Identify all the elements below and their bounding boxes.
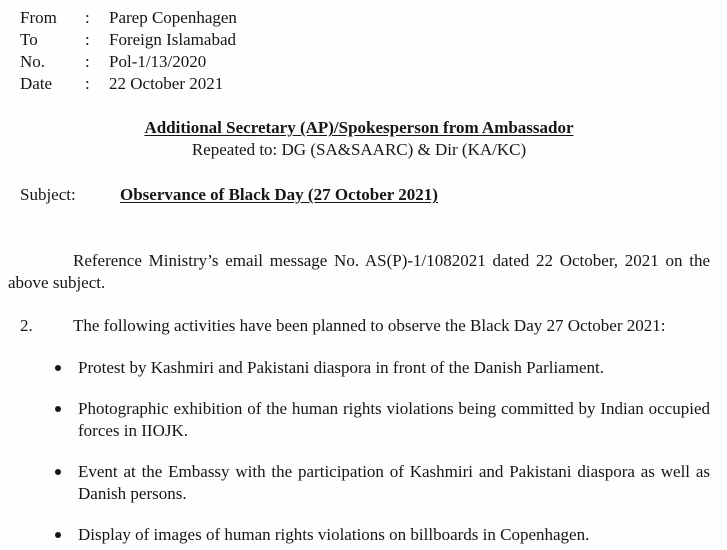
subject-row [20, 184, 710, 206]
paragraph-number: 2. [20, 316, 33, 335]
date-colon: : [85, 74, 90, 93]
bullet-icon [55, 469, 61, 475]
list-item [8, 398, 710, 442]
header-field-row-to [20, 29, 710, 51]
activities-bullet-list [8, 357, 710, 546]
header-field-row-date [20, 73, 710, 95]
bullet-icon [55, 365, 61, 371]
repeated-to-line: Repeated to: DG (SA&SAARC) & Dir (KA/KC) [191, 140, 527, 159]
addressee-line: Additional Secretary (AP)/Spokesperson from Ambassador [144, 118, 574, 137]
paragraph-text: The following activities have been planned to observe the Black Day 27 October 2021: [73, 316, 666, 335]
from-value: Parep Copenhagen [109, 8, 237, 27]
number-colon: : [85, 52, 90, 71]
header-field-row-number [20, 51, 710, 73]
list-item-text: Display of images of human rights violations on billboards in Copenhagen. [78, 525, 590, 544]
letter-header-block [20, 7, 710, 95]
reference-paragraph: Reference Ministry’s email message No. AS(P)-1/1082021 dated 22 October, 2021 on the above subject. [8, 251, 710, 292]
list-item-text: Protest by Kashmiri and Pakistani diaspora in front of the Danish Parliament. [78, 358, 604, 377]
number-label: No. [20, 52, 46, 71]
list-item [8, 357, 710, 379]
to-label: To [20, 30, 38, 49]
from-colon: : [85, 8, 90, 27]
bullet-icon [55, 532, 61, 538]
subject-label: Subject: [20, 185, 76, 204]
list-item-text: Photographic exhibition of the human rights violations being committed by Indian occupied forces in IIOJK. [78, 399, 710, 440]
list-item-text: Event at the Embassy with the participation of Kashmiri and Pakistani diaspora as well as Danish persons. [78, 462, 710, 503]
to-colon: : [85, 30, 90, 49]
from-label: From [20, 8, 57, 27]
numbered-paragraph [20, 315, 710, 337]
to-value: Foreign Islamabad [109, 30, 236, 49]
date-value: 22 October 2021 [109, 74, 224, 93]
letter-heading-block [8, 117, 710, 161]
bullet-icon [55, 406, 61, 412]
header-field-row-from [20, 7, 710, 29]
number-value: Pol-1/13/2020 [109, 52, 207, 71]
subject-value: Observance of Black Day (27 October 2021) [120, 185, 438, 204]
date-label: Date [20, 74, 53, 93]
list-item [8, 461, 710, 505]
list-item [8, 524, 710, 546]
